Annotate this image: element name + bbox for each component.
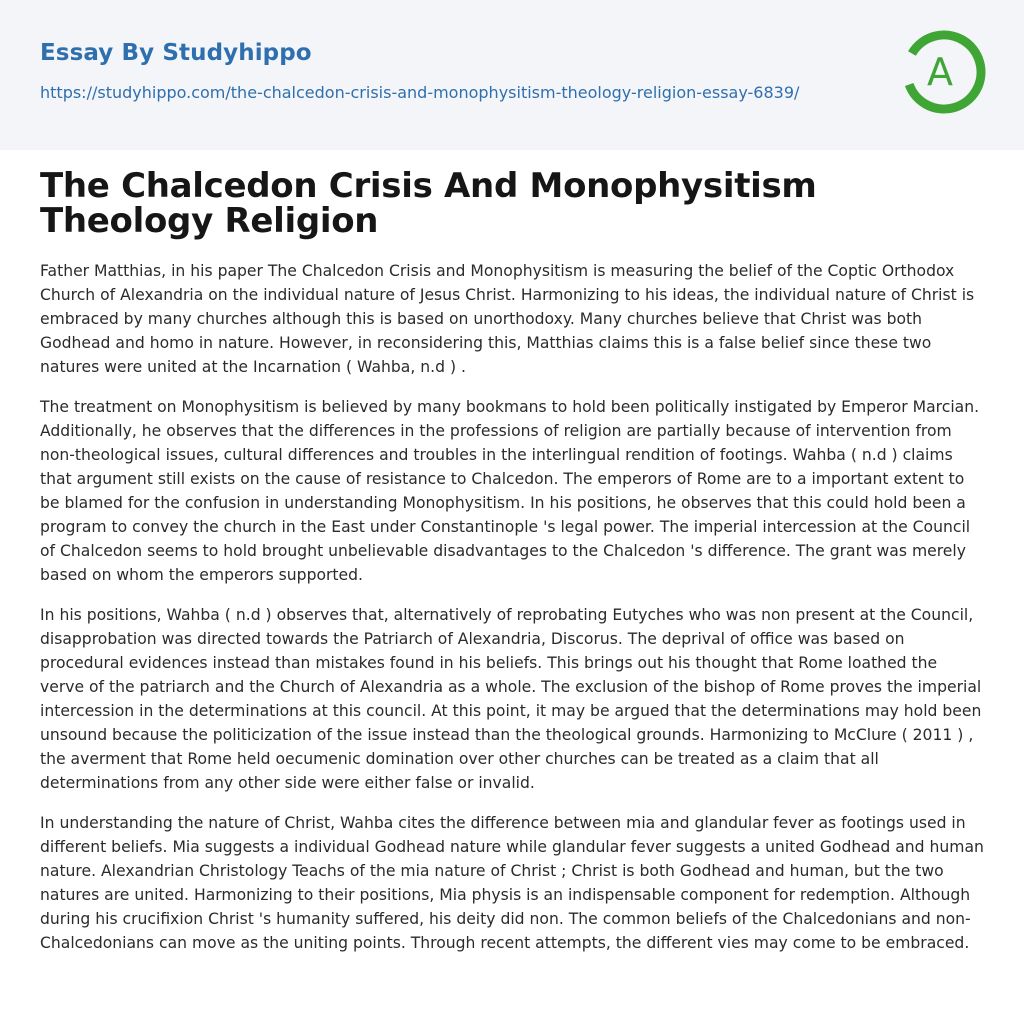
article-paragraph: In his positions, Wahba ( n.d ) observes that, alternatively of reprobating Eutyches who was non present at the Council, disapprobation was directed towards the Patriarch of Alexandria, Discorus. The deprival of office was based on procedural evidences instead than mistakes found in his beliefs. This brings out his thought that Rome loathed the verve of the patriarch and the Church of Alexandria as a whole. The exclusion of the bishop of Rome proves the imperial intercession in the determinations at this council. At this point, it may be argued that the determinations may hold been unsound because the politicization of the issue instead than the theological grounds. Harmonizing to McClure ( 2011 ) , the averment that Rome held oecumenic domination over other churches can be treated as a claim that all determinations from any other side were either false or invalid. (40, 606, 982, 792)
site-header (0, 0, 1024, 150)
studyhippo-logo-icon[interactable] (900, 28, 988, 116)
essay-url-link[interactable]: https://studyhippo.com/the-chalcedon-crisis-and-monophysitism-theology-religion-essay-6839/ (40, 83, 800, 102)
logo-letter: A (927, 50, 953, 94)
article-paragraph: In understanding the nature of Christ, Wahba cites the difference between mia and glandular fever as footings used in different beliefs. Mia suggests a individual Godhead nature while glandular fever suggests a united Godhead and human nature. Alexandrian Christology Teachs of the mia nature of Christ ; Christ is both Godhead and human, but the two natures are united. Harmonizing to their positions, Mia physis is an indispensable component for redemption. Although during his crucifixion Christ 's humanity suffered, his deity did non. The common beliefs of the Chalcedonians and non-Chalcedonians can move as the uniting points. Through recent attempts, the different vies may come to be embraced. (40, 814, 984, 952)
site-brand[interactable]: Essay By Studyhippo (40, 40, 312, 66)
article (0, 166, 1024, 955)
article-paragraph: Father Matthias, in his paper The Chalcedon Crisis and Monophysitism is measuring the belief of the Coptic Orthodox Church of Alexandria on the individual nature of Jesus Christ. Harmonizing to his ideas, the individual nature of Christ is embraced by many churches although this is based on unorthodoxy. Many churches believe that Christ was both Godhead and homo in nature. However, in reconsidering this, Matthias claims this is a false belief since these two natures were united at the Incarnation ( Wahba, n.d ) . (40, 262, 975, 376)
article-title: The Chalcedon Crisis And Monophysitism Theology Religion (40, 166, 817, 241)
article-paragraph: The treatment on Monophysitism is believed by many bookmans to hold been politically instigated by Emperor Marcian. Additionally, he observes that the differences in the professions of religion are partially because of intervention from non-theological issues, cultural differences and troubles in the interlingual rendition of footings. Wahba ( n.d ) claims that argument still exists on the cause of resistance to Chalcedon. The emperors of Rome are to a important extent to be blamed for the confusion in understanding Monophysitism. In his positions, he observes that this could hold been a program to convey the church in the East under Constantinople 's legal power. The imperial intercession at the Council of Chalcedon seems to hold brought unbelievable disadvantages to the Chalcedon 's difference. The grant was merely based on whom the emperors supported. (40, 398, 980, 584)
